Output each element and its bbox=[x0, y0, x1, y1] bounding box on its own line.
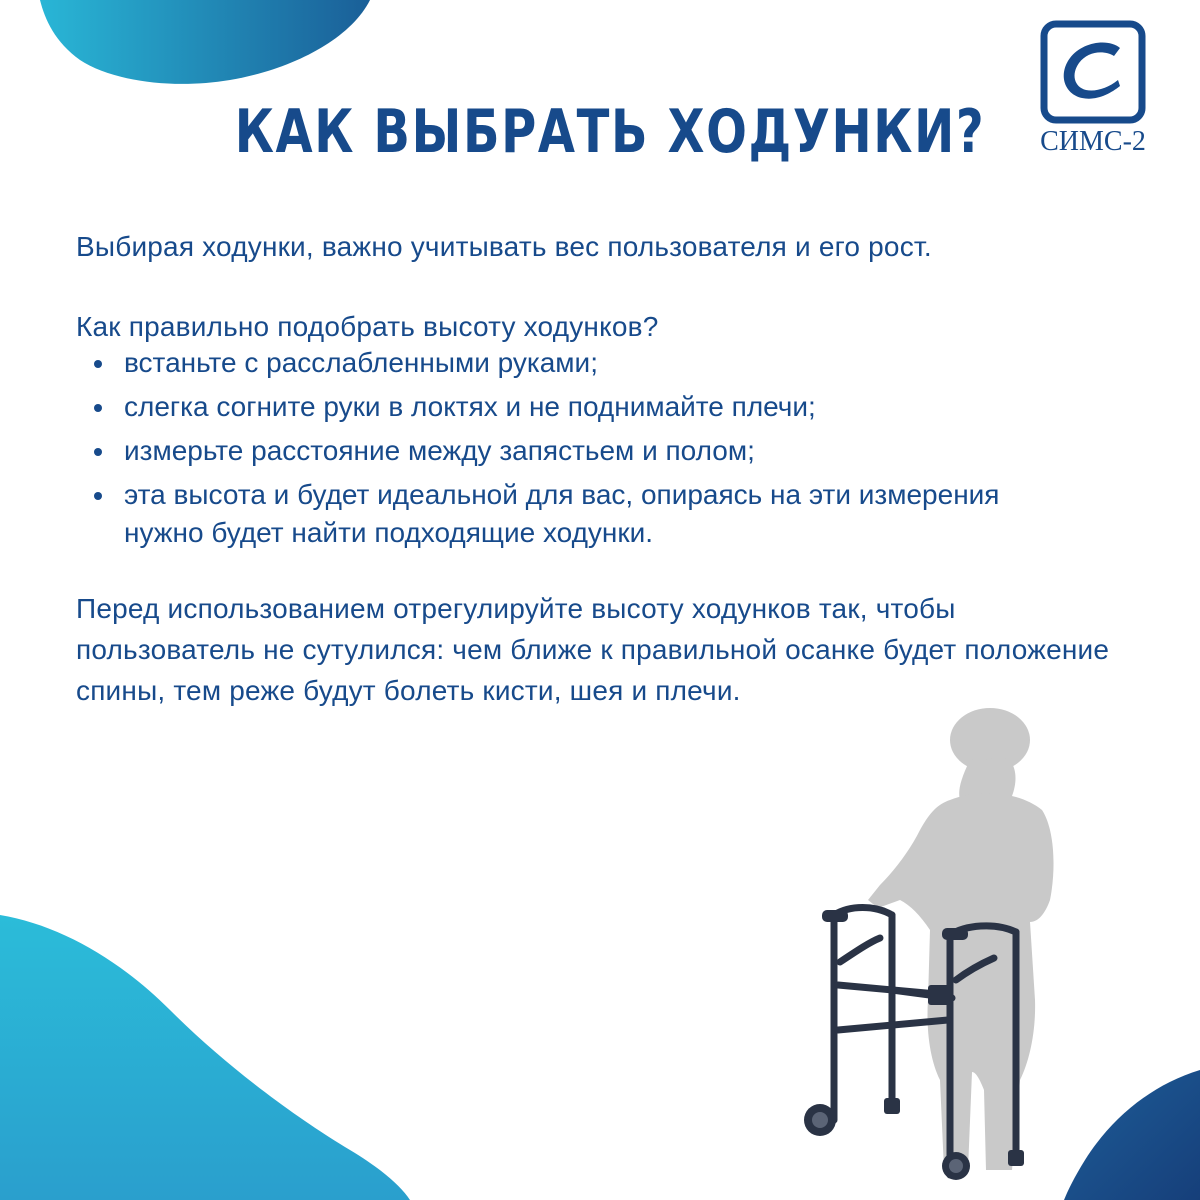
bullet-icon bbox=[94, 404, 102, 412]
step-text: встаньте с расслабленными руками; bbox=[124, 347, 598, 378]
list-item bbox=[76, 432, 1076, 470]
step-text: эта высота и будет идеальной для вас, опираясь на эти измерения нужно будет найти подходящие ходунки. bbox=[124, 479, 1000, 548]
bullet-icon bbox=[94, 360, 102, 368]
wave-top-left bbox=[40, 0, 370, 84]
wave-bottom-left bbox=[0, 915, 410, 1200]
logo-wordmark: СИМС-2 bbox=[1040, 126, 1146, 157]
bullet-icon bbox=[94, 492, 102, 500]
person-with-walker-icon bbox=[780, 700, 1080, 1180]
list-item bbox=[76, 344, 1076, 382]
page-title: КАК ВЫБРАТЬ ХОДУНКИ? bbox=[234, 97, 986, 167]
height-question: Как правильно подобрать высоту ходунков? bbox=[76, 311, 659, 342]
step-text: слегка согните руки в локтях и не поднимайте плечи; bbox=[124, 391, 816, 422]
closing-paragraph: Перед использованием отрегулируйте высоту ходунков так, чтобы пользователь не сутулился: чем ближе к правильной осанке будет положение спины, тем реже будут болеть кисти, шея и плечи. bbox=[76, 593, 1110, 706]
list-item bbox=[76, 388, 1076, 426]
bullet-icon bbox=[94, 448, 102, 456]
list-item bbox=[76, 476, 1076, 552]
steps-list bbox=[76, 344, 1076, 558]
wave-bottom-right bbox=[1064, 1070, 1200, 1200]
step-text: измерьте расстояние между запястьем и полом; bbox=[124, 435, 755, 466]
intro-paragraph: Выбирая ходунки, важно учитывать вес пользователя и его рост. bbox=[76, 231, 932, 262]
